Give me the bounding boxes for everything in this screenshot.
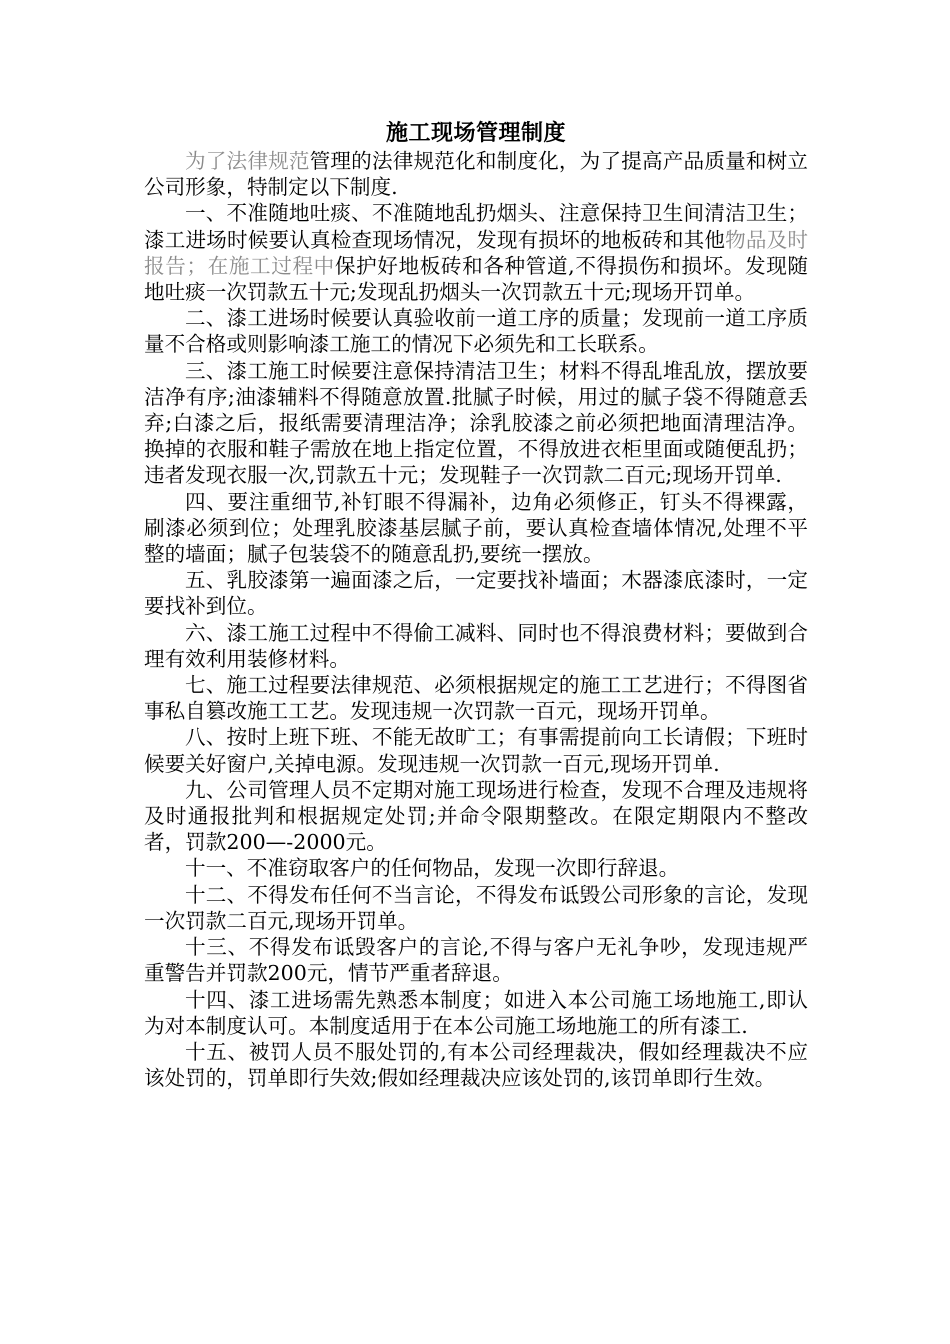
rule-item-13: 十三、不得发布诋毁客户的言论,不得与客户无礼争吵，发现违规严重警告并罚款200元，情节严重者辞退。: [144, 935, 808, 986]
intro-paragraph: [144, 148, 808, 200]
rule-item-12: 十二、不得发布任何不当言论，不得发布诋毁公司形象的言论，发现一次罚款二百元,现场开罚单。: [144, 882, 808, 933]
rule-item-1: [144, 200, 808, 305]
document-title: 施工现场管理制度: [385, 120, 566, 146]
rule-item-6: 六、漆工施工过程中不得偷工减料、同时也不得浪费材料；要做到合理有效利用装修材料。: [144, 620, 808, 671]
rule-item-3: 三、漆工施工时候要注意保持清洁卫生；材料不得乱堆乱放，摆放要洁净有序;油漆辅料不得随意放置.批腻子时候，用过的腻子袋不得随意丢弃;白漆之后，报纸需要清理洁净；涂乳胶漆之前必须把地面清理洁净。换掉的衣服和鞋子需放在地上指定位置，不得放进衣柜里面或随便乱扔；违者发现衣服一次,罚款五十元；发现鞋子一次罚款二百元;现场开罚单.: [144, 358, 808, 488]
rule-item-9: 九、公司管理人员不定期对施工现场进行检查，发现不合理及违规将及时通报批判和根据规定处罚;并命令限期整改。在限定期限内不整改者，罚款200—-2000元。: [144, 777, 808, 855]
rule-item-8: 八、按时上班下班、不能无故旷工；有事需提前向工长请假；下班时候要关好窗户,关掉电源。发现违规一次罚款一百元,现场开罚单.: [144, 725, 808, 776]
intro-text: 管理的法律规范化和制度化，为了提高产品质量和树立公司形象，特制定以下制度.: [144, 149, 809, 200]
rule-item-15: 十五、被罚人员不服处罚的,有本公司经理裁决，假如经理裁决不应该处罚的，罚单即行失效;假如经理裁决应该处罚的,该罚单即行生效。: [144, 1039, 808, 1091]
rule-item-1-before: 一、不准随地吐痰、不准随地乱扔烟头、注意保持卫生间清洁卫生；漆工进场时候要认真检查现场情况，发现有损坏的地板砖和其他: [144, 201, 808, 252]
document-page: [144, 118, 808, 1091]
rule-item-7: 七、施工过程要法律规范、必须根据规定的施工工艺进行；不得图省事私自篡改施工工艺。发现违规一次罚款一百元，现场开罚单。: [144, 673, 808, 724]
rule-item-4: 四、要注重细节,补钉眼不得漏补，边角必须修正，钉头不得裸露，刷漆必须到位；处理乳胶漆基层腻子前，要认真检查墙体情况,处理不平整的墙面；腻子包装袋不的随意乱扔,要统一摆放。: [144, 489, 808, 567]
rule-item-11: 十一、不准窃取客户的任何物品，发现一次即行辞退。: [185, 856, 680, 881]
rule-item-1-after: 保护好地板砖和各种管道,不得损伤和损坏。发现随地吐痰一次罚款五十元;发现乱扔烟头一次罚款五十元;现场开罚单。: [144, 253, 808, 305]
rule-item-1-gray: 物品及时报告；在施工过程中: [144, 227, 808, 278]
rule-item-5: 五、乳胶漆第一遍面漆之后，一定要找补墙面；木器漆底漆时，一定要找补到位。: [144, 568, 808, 619]
intro-gray-text: 为了法律规范: [185, 149, 310, 173]
rule-item-14: 十四、漆工进场需先熟悉本制度；如进入本公司施工场地施工,即认为对本制度认可。本制度适用于在本公司施工场地施工的所有漆工.: [144, 987, 808, 1038]
rule-item-2: 二、漆工进场时候要认真验收前一道工序的质量；发现前一道工序质量不合格或则影响漆工施工的情况下必须先和工长联系。: [144, 306, 808, 357]
